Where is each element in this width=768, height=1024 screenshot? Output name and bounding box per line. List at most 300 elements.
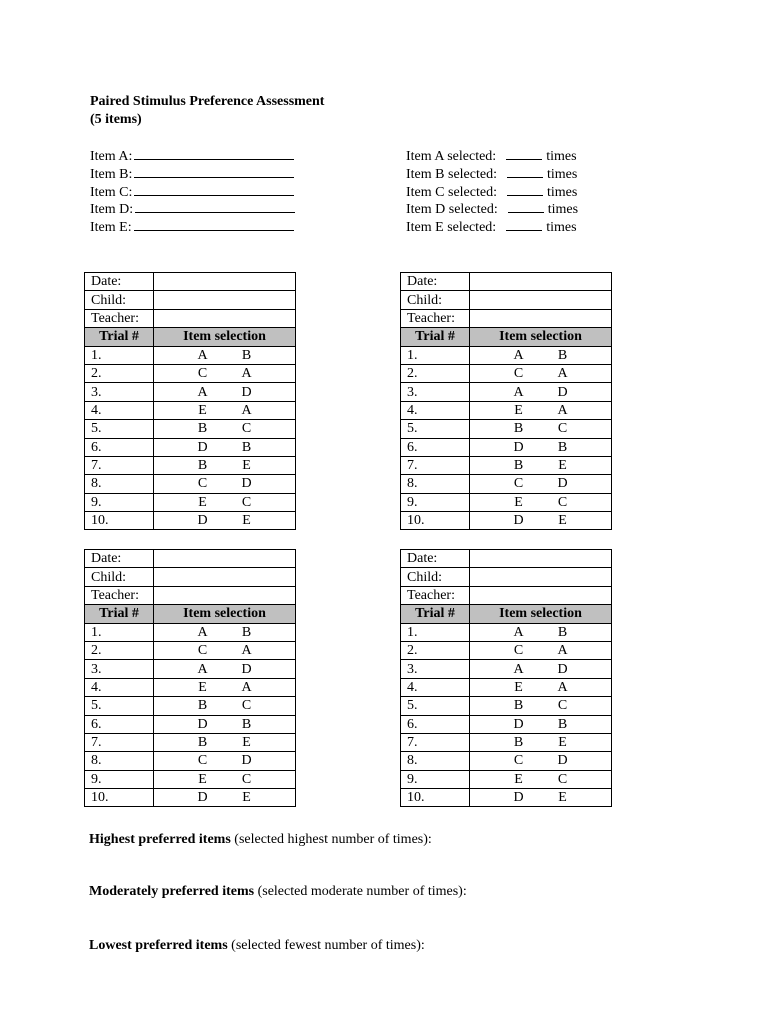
item-option-left[interactable]: C [197,643,208,659]
trial-row [401,420,612,438]
trial-number: 5. [85,697,154,715]
item-d-label: Item D: [90,202,134,218]
trial-number: 4. [85,401,154,419]
item-pair [154,420,296,438]
trial-row [85,715,296,733]
item-option-right[interactable]: D [557,661,568,677]
item-pair [470,493,612,511]
child-row [85,291,296,309]
date-label: Date: [401,273,470,291]
trial-row [85,512,296,530]
date-row [401,550,612,568]
item-option-right[interactable]: E [242,458,251,474]
item-a-blank[interactable] [134,147,294,160]
item-option-left[interactable]: C [513,476,524,492]
item-pair [154,789,296,807]
count-a-blank[interactable] [506,147,542,160]
item-option-right[interactable]: B [241,439,252,455]
trial-number: 4. [85,678,154,696]
item-option-right[interactable]: B [557,347,568,363]
count-d-suffix: times [547,202,579,218]
item-option-left[interactable]: E [514,771,523,787]
trial-number: 1. [85,623,154,641]
trial-number: 8. [85,752,154,770]
trial-number: 6. [85,438,154,456]
item-option-left[interactable]: C [513,753,524,769]
moderate-label: Moderately preferred items [89,884,255,899]
trial-number: 8. [401,475,470,493]
item-e-label: Item E: [90,220,132,236]
trial-row [85,346,296,364]
count-b-label: Item B selected: [406,166,497,182]
item-option-left[interactable]: B [513,421,524,437]
item-b-row [90,165,295,183]
child-label: Child: [401,291,470,309]
item-option-left[interactable]: C [197,753,208,769]
item-pair [470,383,612,401]
item-option-left[interactable]: E [198,402,207,418]
trial-row [401,733,612,751]
trial-row [85,733,296,751]
date-field[interactable] [470,273,612,291]
item-option-left[interactable]: B [197,421,208,437]
trial-number: 7. [85,733,154,751]
count-c-row [406,183,578,201]
child-field[interactable] [154,291,296,309]
date-row [85,550,296,568]
child-row [401,568,612,586]
trial-row [85,641,296,659]
item-pair [154,475,296,493]
trial-row [401,512,612,530]
trial-number: 9. [401,770,470,788]
trial-header: Trial # [401,605,470,623]
lowest-desc: (selected fewest number of times): [227,938,425,953]
item-c-blank[interactable] [134,183,294,196]
date-row [401,273,612,291]
teacher-row [85,309,296,327]
trial-row [85,770,296,788]
teacher-label: Teacher: [401,586,470,604]
item-option-left[interactable]: D [197,439,208,455]
item-option-left[interactable]: D [197,513,208,529]
count-e-row [406,218,578,236]
date-field[interactable] [154,273,296,291]
trial-number: 5. [401,420,470,438]
teacher-label: Teacher: [401,309,470,327]
item-option-right[interactable]: D [241,476,252,492]
item-option-right[interactable]: B [557,439,568,455]
trial-row [85,789,296,807]
trial-row [85,623,296,641]
selection-header: Item selection [154,328,296,346]
item-option-right[interactable]: A [557,643,568,659]
item-option-right[interactable]: A [557,679,568,695]
trial-row [401,475,612,493]
item-pair [154,364,296,382]
item-option-right[interactable]: E [242,735,251,751]
trial-number: 2. [85,364,154,382]
count-d-row [406,200,578,218]
trial-row [401,456,612,474]
trial-number: 6. [85,715,154,733]
child-label: Child: [85,291,154,309]
item-option-right[interactable]: B [557,624,568,640]
trial-number: 3. [401,660,470,678]
trial-header: Trial # [401,328,470,346]
trial-row [401,346,612,364]
trial-number: 5. [85,420,154,438]
item-option-right[interactable]: C [241,771,252,787]
item-pair [470,678,612,696]
moderate-desc: (selected moderate number of times): [254,884,467,899]
child-field[interactable] [470,568,612,586]
trial-row [401,493,612,511]
item-e-blank[interactable] [134,218,294,231]
trial-row [85,438,296,456]
trial-row [401,715,612,733]
teacher-label: Teacher: [85,586,154,604]
item-option-left[interactable]: D [513,790,524,806]
item-pair [154,678,296,696]
item-option-right[interactable]: B [557,716,568,732]
trial-header: Trial # [85,605,154,623]
trial-row [401,401,612,419]
item-pair [154,641,296,659]
trial-number: 8. [401,752,470,770]
item-option-left[interactable]: E [198,679,207,695]
highest-preferred-line [89,832,432,848]
count-c-suffix: times [546,184,578,200]
item-pair [154,752,296,770]
selection-header: Item selection [470,605,612,623]
trial-row [85,678,296,696]
trial-row [85,697,296,715]
trial-row [401,678,612,696]
item-option-right[interactable]: E [242,513,251,529]
item-option-left[interactable]: A [513,384,524,400]
item-option-left[interactable]: C [513,366,524,382]
item-pair [154,346,296,364]
trial-row [85,752,296,770]
item-pair [470,789,612,807]
trial-row [85,420,296,438]
trial-row [401,789,612,807]
item-option-right[interactable]: E [242,790,251,806]
highest-desc: (selected highest number of times): [230,832,432,847]
trial-row [85,456,296,474]
selection-header: Item selection [470,328,612,346]
teacher-field[interactable] [154,586,296,604]
item-option-right[interactable]: C [557,421,568,437]
item-option-right[interactable]: D [241,753,252,769]
item-pair [470,438,612,456]
teacher-row [401,309,612,327]
item-pair [470,715,612,733]
teacher-field[interactable] [154,309,296,327]
lowest-label: Lowest preferred items [89,938,228,953]
trial-number: 10. [401,512,470,530]
item-option-right[interactable]: D [557,753,568,769]
item-pair [470,623,612,641]
trial-number: 7. [401,456,470,474]
item-pair [470,660,612,678]
highest-label: Highest preferred items [89,832,231,847]
title-line-1: Paired Stimulus Preference Assessment [90,94,325,109]
item-pair [154,770,296,788]
trial-number: 3. [401,383,470,401]
item-pair [154,623,296,641]
item-option-left[interactable]: E [514,402,523,418]
item-option-right[interactable]: E [558,790,567,806]
item-pair [154,660,296,678]
item-option-left[interactable]: A [197,661,208,677]
trial-number: 1. [401,346,470,364]
item-option-left[interactable]: E [198,771,207,787]
item-option-left[interactable]: D [197,790,208,806]
item-pair [154,715,296,733]
item-pair [154,438,296,456]
trial-row [401,752,612,770]
count-e-suffix: times [546,220,577,236]
trial-number: 8. [85,475,154,493]
trial-number: 2. [85,641,154,659]
teacher-row [85,586,296,604]
header-row [85,328,296,346]
item-option-left[interactable]: E [514,679,523,695]
item-option-left[interactable]: E [198,494,207,510]
trial-number: 6. [401,715,470,733]
count-a-suffix: times [546,149,577,164]
item-pair [470,364,612,382]
item-option-left[interactable]: D [197,716,208,732]
item-pair [470,475,612,493]
trial-row [401,364,612,382]
item-option-left[interactable]: A [197,624,208,640]
item-option-left[interactable]: D [513,716,524,732]
count-d-blank[interactable] [508,200,544,213]
item-option-right[interactable]: A [241,643,252,659]
trial-row [85,493,296,511]
item-option-right[interactable]: D [557,476,568,492]
item-pair [470,420,612,438]
trial-header: Trial # [85,328,154,346]
item-pair [470,733,612,751]
item-option-right[interactable]: B [241,624,252,640]
item-names-list [90,147,295,236]
count-b-row [406,165,578,183]
child-label: Child: [401,568,470,586]
trial-number: 1. [401,623,470,641]
trial-sheet-4 [400,549,612,807]
item-pair [470,401,612,419]
trial-row [401,770,612,788]
item-e-row [90,218,295,236]
moderate-preferred-line [89,884,467,900]
item-option-right[interactable]: C [557,771,568,787]
item-option-right[interactable]: C [557,494,568,510]
trial-number: 9. [85,493,154,511]
trial-row [401,383,612,401]
item-option-left[interactable]: D [513,439,524,455]
trial-row [401,641,612,659]
trial-row [401,438,612,456]
item-option-right[interactable]: C [241,421,252,437]
item-pair [154,697,296,715]
item-pair [154,512,296,530]
item-option-right[interactable]: A [241,402,252,418]
trial-row [401,623,612,641]
item-option-left[interactable]: A [513,661,524,677]
count-b-blank[interactable] [507,165,543,178]
count-c-label: Item C selected: [406,184,497,200]
date-row [85,273,296,291]
item-option-right[interactable]: E [558,735,567,751]
trial-row [401,697,612,715]
count-a-row [406,147,578,165]
item-option-left[interactable]: D [513,513,524,529]
trial-sheet-3 [84,549,296,807]
item-c-label: Item C: [90,184,133,200]
trial-number: 3. [85,383,154,401]
item-pair [154,493,296,511]
trial-sheet-2 [400,272,612,530]
item-option-right[interactable]: D [241,384,252,400]
lowest-preferred-line [89,938,425,954]
item-pair [154,383,296,401]
count-e-label: Item E selected: [406,220,497,236]
item-a-label: Item A: [90,149,133,164]
item-pair [470,346,612,364]
trial-number: 1. [85,346,154,364]
item-option-right[interactable]: A [557,366,568,382]
item-pair [154,401,296,419]
count-d-label: Item D selected: [406,202,498,218]
trial-row [85,660,296,678]
header-row [401,605,612,623]
item-option-left[interactable]: B [513,458,524,474]
item-c-row [90,183,295,201]
item-option-right[interactable]: D [241,661,252,677]
trial-number: 7. [85,456,154,474]
item-option-right[interactable]: B [241,347,252,363]
trial-number: 3. [85,660,154,678]
item-option-right[interactable]: A [241,366,252,382]
trial-number: 2. [401,641,470,659]
item-option-left[interactable]: A [197,384,208,400]
count-c-blank[interactable] [507,183,543,196]
trial-sheet-1 [84,272,296,530]
item-pair [470,770,612,788]
item-option-left[interactable]: B [513,735,524,751]
header-row [401,328,612,346]
item-pair [470,641,612,659]
item-option-right[interactable]: D [557,384,568,400]
count-a-label: Item A selected: [406,149,497,164]
trial-row [85,401,296,419]
item-option-right[interactable]: B [241,716,252,732]
item-pair [470,512,612,530]
item-option-right[interactable]: C [557,698,568,714]
trial-row [85,383,296,401]
item-option-left[interactable]: A [513,624,524,640]
item-option-left[interactable]: B [197,735,208,751]
child-label: Child: [85,568,154,586]
date-label: Date: [401,550,470,568]
item-option-right[interactable]: E [558,458,567,474]
date-field[interactable] [470,550,612,568]
item-option-right[interactable]: C [241,698,252,714]
trial-row [85,364,296,382]
item-d-blank[interactable] [135,200,295,213]
child-field[interactable] [470,291,612,309]
item-option-left[interactable]: C [197,476,208,492]
trial-row [401,660,612,678]
item-pair [470,456,612,474]
title-line-2: (5 items) [90,112,142,127]
child-field[interactable] [154,568,296,586]
trial-number: 9. [85,770,154,788]
item-pair [154,733,296,751]
trial-number: 4. [401,678,470,696]
selection-header: Item selection [154,605,296,623]
trial-number: 4. [401,401,470,419]
date-label: Date: [85,550,154,568]
teacher-field[interactable] [470,309,612,327]
item-option-right[interactable]: A [557,402,568,418]
trial-number: 7. [401,733,470,751]
item-pair [470,697,612,715]
item-d-row [90,200,295,218]
teacher-row [401,586,612,604]
item-option-left[interactable]: B [197,458,208,474]
trial-row [85,475,296,493]
child-row [85,568,296,586]
teacher-field[interactable] [470,586,612,604]
trial-number: 10. [85,789,154,807]
item-pair [470,752,612,770]
trial-number: 2. [401,364,470,382]
item-option-right[interactable]: E [558,513,567,529]
child-row [401,291,612,309]
item-pair [154,456,296,474]
item-option-left[interactable]: E [514,494,523,510]
trial-number: 10. [85,512,154,530]
item-option-left[interactable]: B [513,698,524,714]
date-field[interactable] [154,550,296,568]
date-label: Date: [85,273,154,291]
teacher-label: Teacher: [85,309,154,327]
trial-number: 9. [401,493,470,511]
document-title [90,93,324,129]
trial-number: 6. [401,438,470,456]
item-count-list [406,147,578,236]
item-b-blank[interactable] [134,165,294,178]
count-b-suffix: times [546,166,578,182]
header-row [85,605,296,623]
item-option-left[interactable]: A [197,347,208,363]
item-a-row [90,147,295,165]
item-option-left[interactable]: A [513,347,524,363]
item-option-right[interactable]: C [241,494,252,510]
item-option-right[interactable]: A [241,679,252,695]
item-option-left[interactable]: B [197,698,208,714]
count-e-blank[interactable] [506,218,542,231]
item-b-label: Item B: [90,166,133,182]
item-option-left[interactable]: C [197,366,208,382]
item-option-left[interactable]: C [513,643,524,659]
trial-number: 10. [401,789,470,807]
